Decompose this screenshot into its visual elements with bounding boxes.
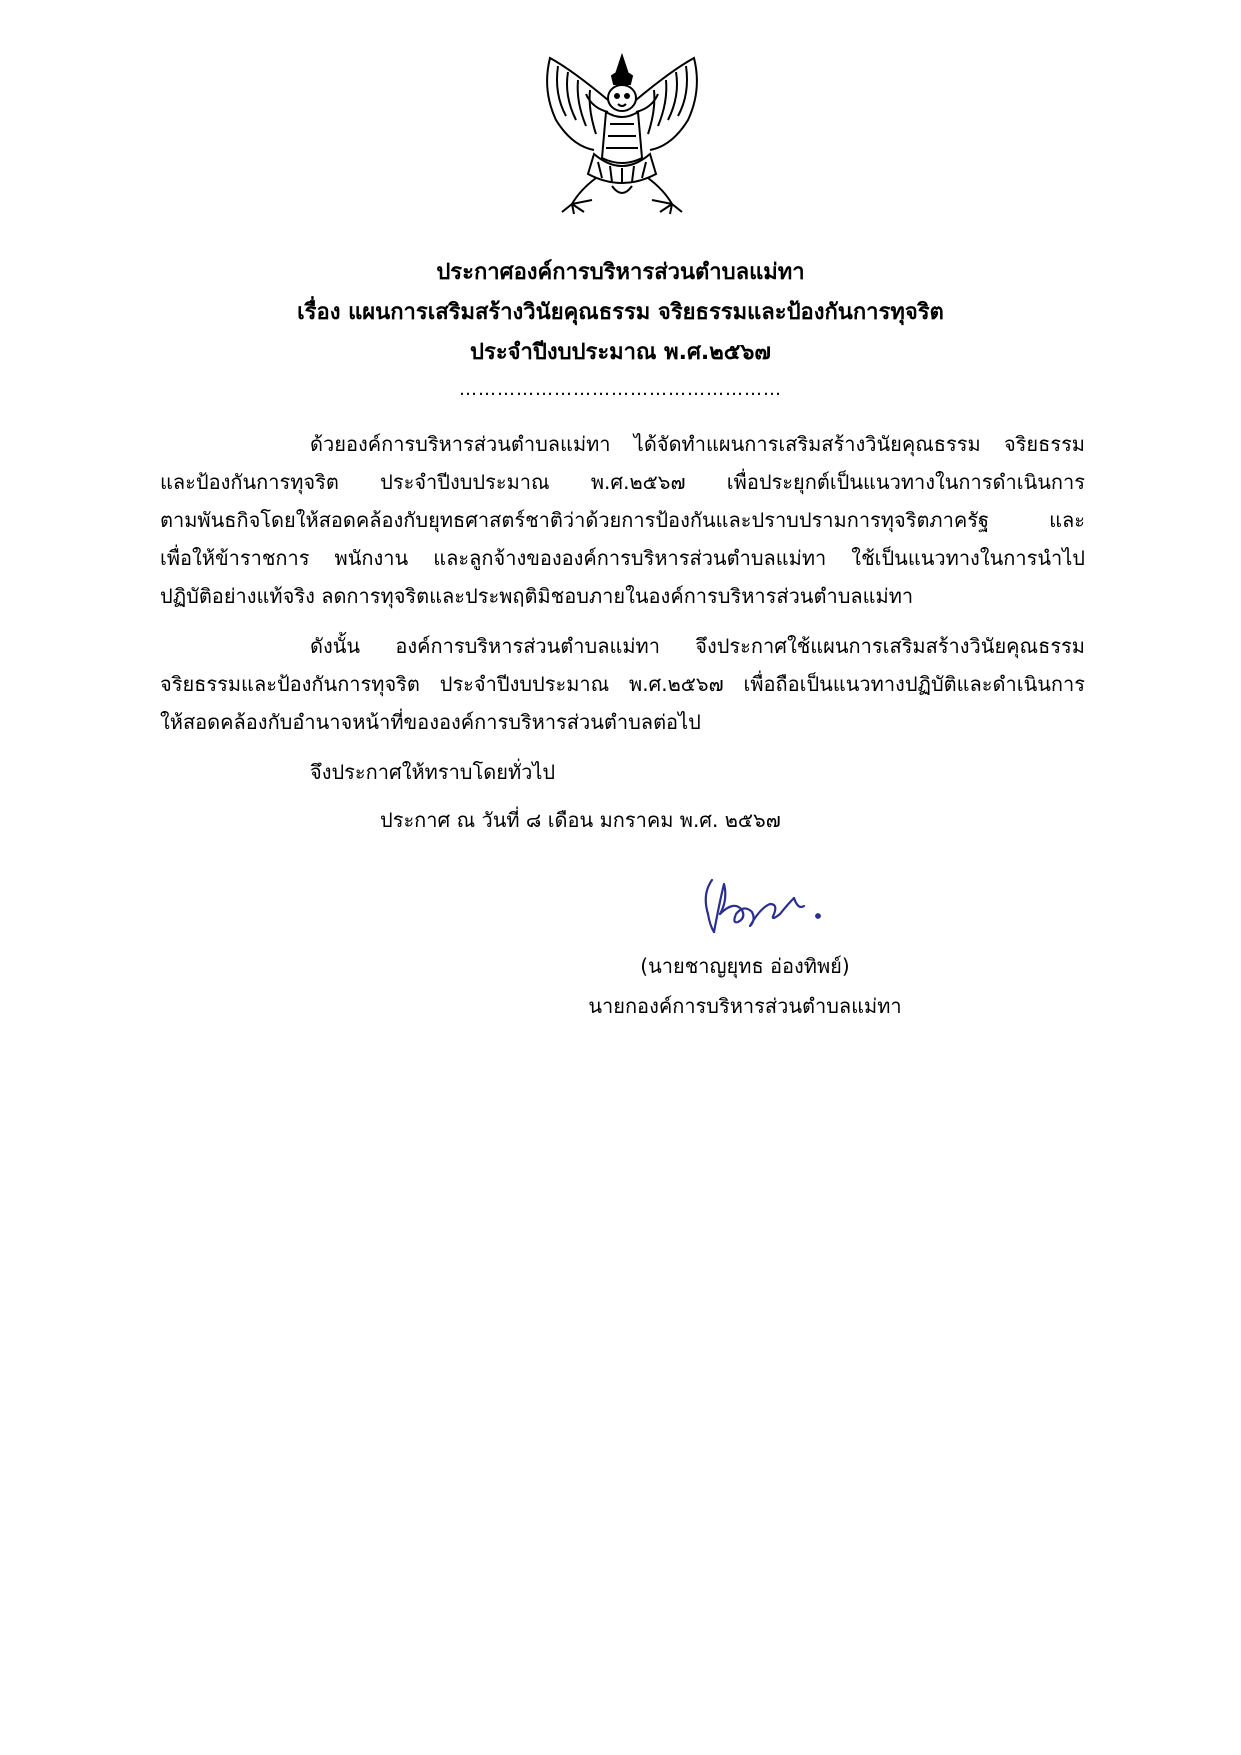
announcement-subject: เรื่อง แผนการเสริมสร้างวินัยคุณธรรม จริยธรรมและป้องกันการทุจริต xyxy=(297,300,944,325)
paragraph-2-line-3: ให้สอดคล้องกับอำนาจหน้าที่ขององค์การบริหารส่วนตำบลต่อไป xyxy=(160,710,701,734)
paragraph-1-line-5: ปฏิบัติอย่างแท้จริง ลดการทุจริตและประพฤติมิชอบภายในองค์การบริหารส่วนตำบลแม่ทา xyxy=(160,584,914,608)
announcement-fiscal-year: ประจำปีงบประมาณ พ.ศ.๒๕๖๗ xyxy=(470,340,771,365)
paragraph-1-line-3: ตามพันธกิจโดยให้สอดคล้องกับยุทธศาสตร์ชาติว่าด้วยการป้องกันและปราบปรามการทุจริตภาครัฐ และ xyxy=(160,508,1085,532)
handwritten-signature-icon xyxy=(690,870,840,940)
announcement-title: ประกาศองค์การบริหารส่วนตำบลแม่ทา xyxy=(436,260,805,285)
signatory-name: (นายชาญยุทธ อ่องทิพย์) xyxy=(640,954,850,978)
title-separator: …………………………………………… xyxy=(459,379,782,400)
paragraph-1-line-4: เพื่อให้ข้าราชการ พนักงาน และลูกจ้างขององค์การบริหารส่วนตำบลแม่ทา ใช้เป็นแนวทางในการนำไป xyxy=(160,546,1085,570)
paragraph-2-line-2: จริยธรรมและป้องกันการทุจริต ประจำปีงบประมาณ พ.ศ.๒๕๖๗ เพื่อถือเป็นแนวทางปฏิบัติและดำเนินการ xyxy=(160,672,1085,696)
garuda-emblem-icon xyxy=(532,50,712,220)
signatory-position: นายกองค์การบริหารส่วนตำบลแม่ทา xyxy=(588,994,902,1018)
paragraph-1-line-1: ด้วยองค์การบริหารส่วนตำบลแม่ทา ได้จัดทำแผนการเสริมสร้างวินัยคุณธรรม จริยธรรม xyxy=(310,432,1085,456)
announcement-date: ประกาศ ณ วันที่ ๘ เดือน มกราคม พ.ศ. ๒๕๖๗ xyxy=(380,808,781,832)
paragraph-2-line-1: ดังนั้น องค์การบริหารส่วนตำบลแม่ทา จึงประกาศใช้แผนการเสริมสร้างวินัยคุณธรรม xyxy=(310,634,1085,658)
closing-statement: จึงประกาศให้ทราบโดยทั่วไป xyxy=(310,760,556,784)
paragraph-1-line-2: และป้องกันการทุจริต ประจำปีงบประมาณ พ.ศ.๒๕๖๗ เพื่อประยุกต์เป็นแนวทางในการดำเนินการ xyxy=(160,470,1085,494)
